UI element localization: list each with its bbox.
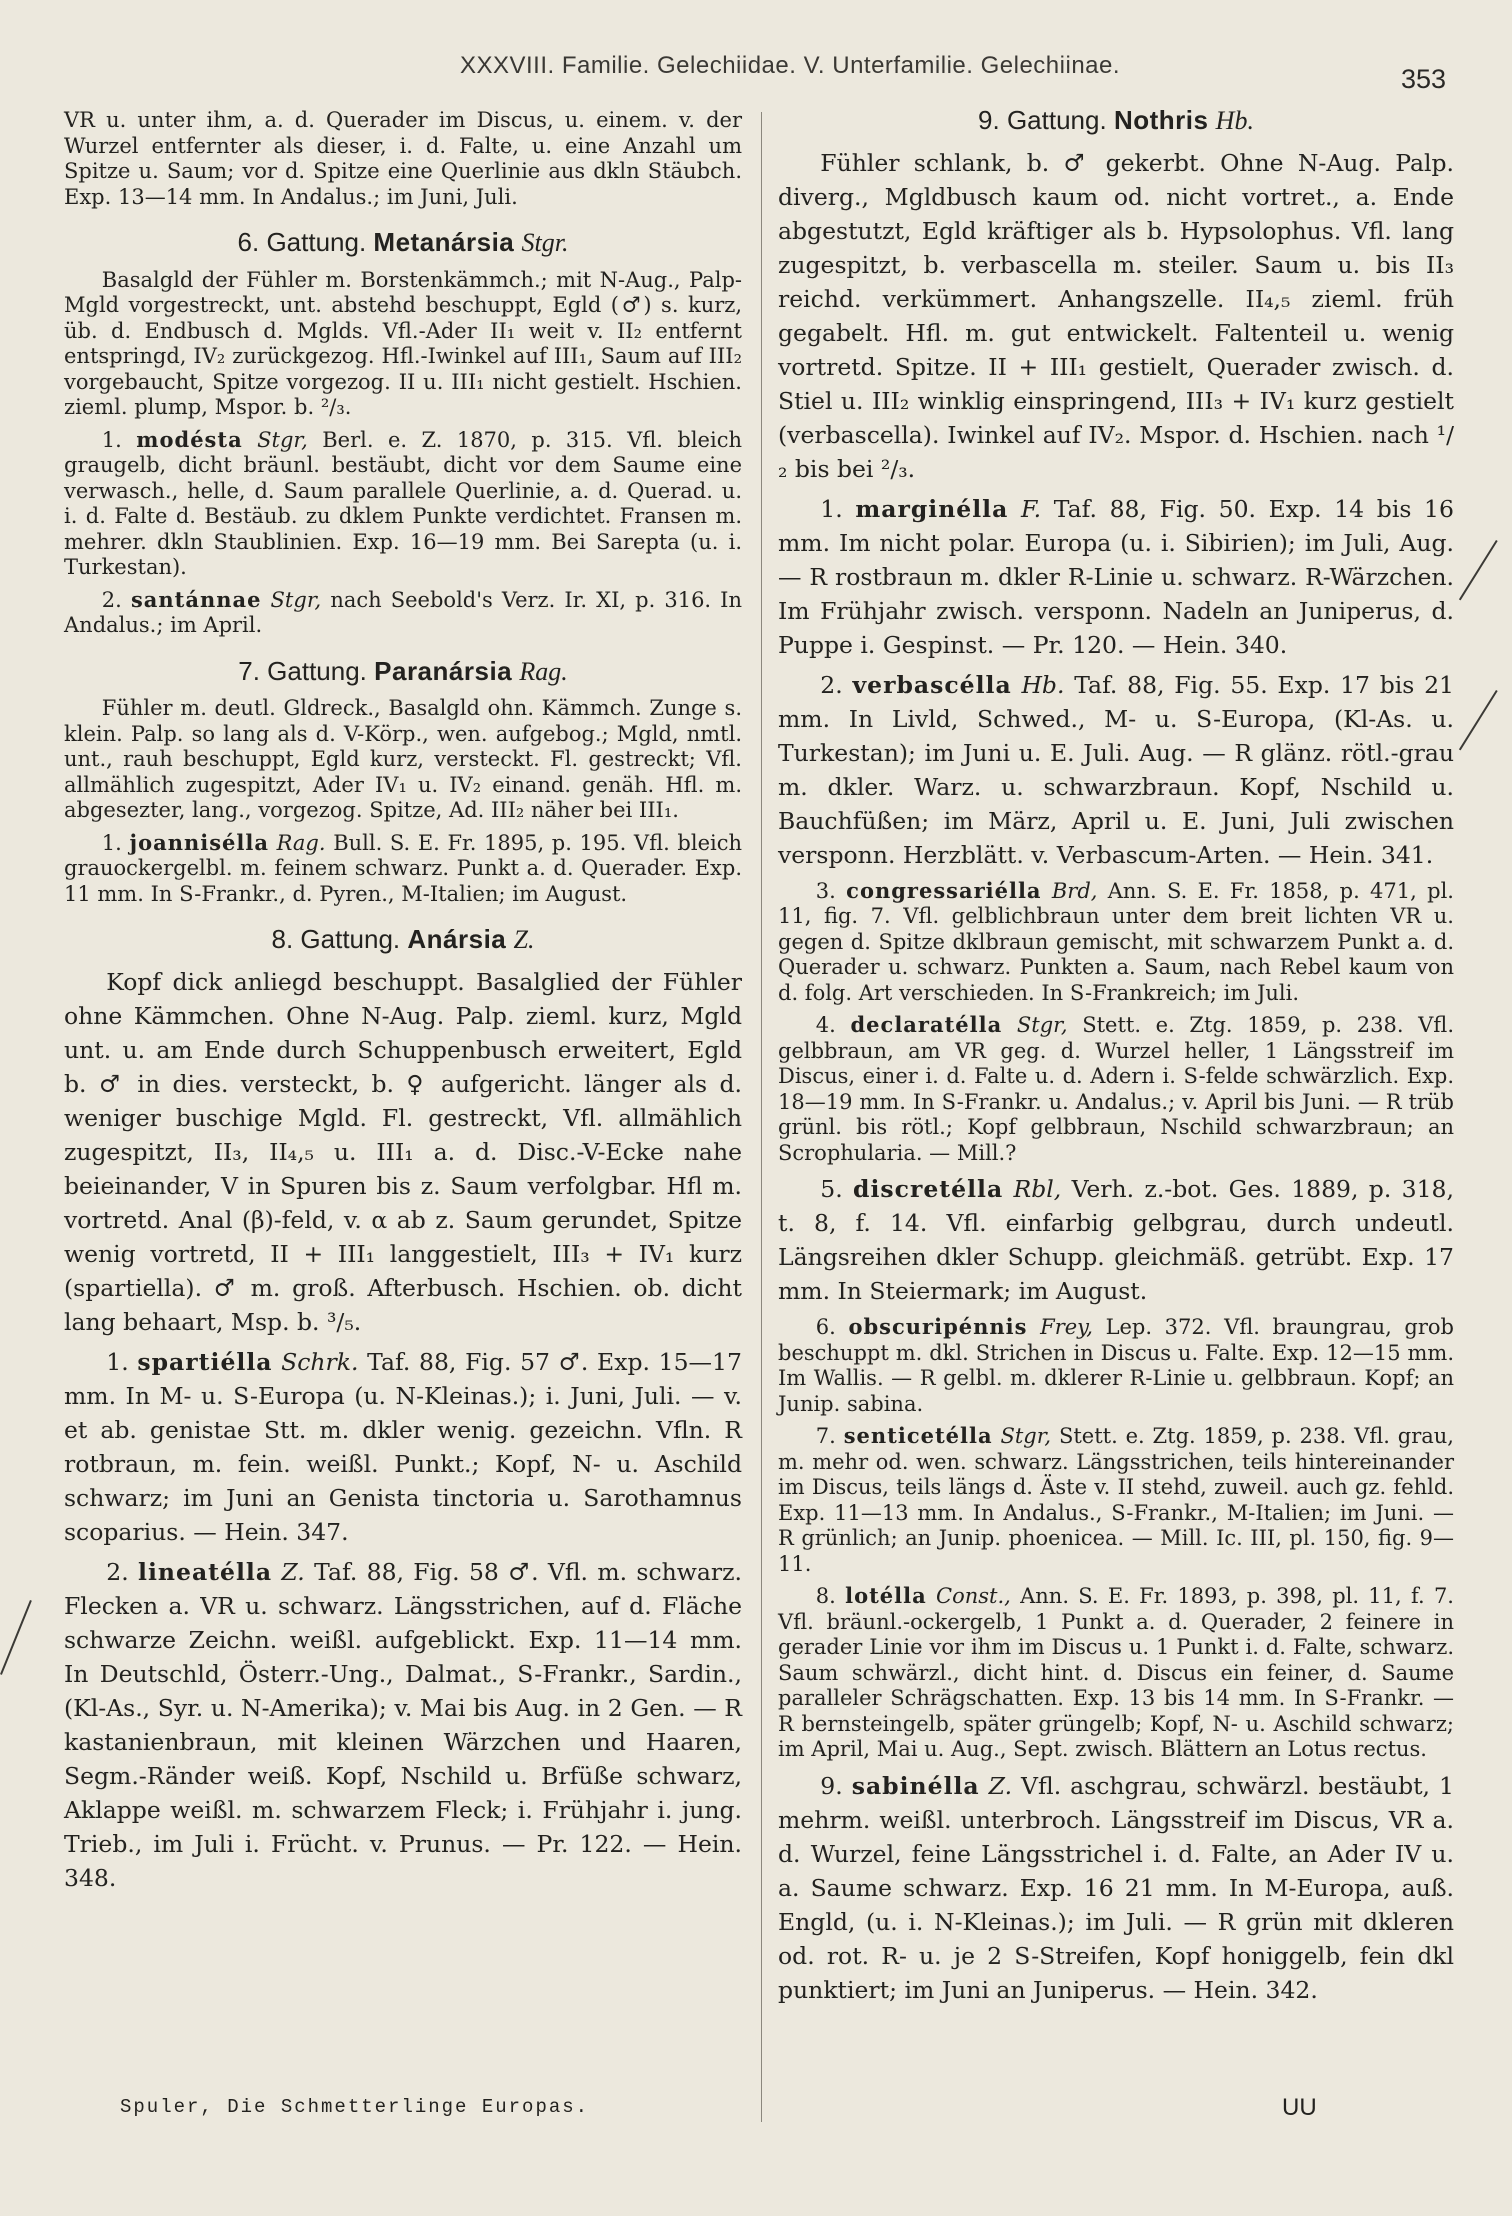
species-entry <box>778 668 1454 872</box>
species-text: Ann. S. E. Fr. 1893, p. 398, pl. 11, f. 7. Vfl. bräunl.-ockergelb, 1 Punkt a. d. Querader, 2 feinere in gerader Linie vor ihm im Discus u. 1 Punkt i. d. Falte, schwarz. Saum schwärzl., dicht hint. d. Discus ein feiner, d. Saume paralleler Schrägschatten. Exp. 13 bis 14 mm. In S-Frankr. — R bernsteingelb, später grüngelb; Kopf, N- u. Aschild schwarz; im April, Mai u. Aug., Sept. zwisch. Blättern an Lotus rectus. <box>778 1584 1454 1761</box>
genus-description: Fühler m. deutl. Gldreck., Basalgld ohn. Kämmch. Zunge s. klein. Palp. so lang als d. V-Körp., wen. aufgebog.; Mgld, nmtl. unt., rauh beschuppt, Egld kurz, versteckt. Fl. gestreckt; Vfl. allmählich zugespitzt, Ader IV₁ u. IV₂ einand. genäh. Hfl. m. abgesezter, lang., vorgezog. Spitze, Ad. III₂ näher bei III₁. <box>64 696 742 822</box>
species-entry <box>778 878 1454 1007</box>
species-number: 6. <box>815 1315 836 1339</box>
species-number: 2. <box>820 670 843 699</box>
species-entry <box>778 1012 1454 1166</box>
species-entry <box>778 492 1454 662</box>
signature-mark: UU <box>1282 2094 1317 2121</box>
species-author: Hb. <box>1021 670 1065 699</box>
species-author: Frey, <box>1040 1315 1093 1339</box>
genus-name: Metanársia <box>373 227 515 257</box>
species-name: spartiélla <box>137 1347 273 1376</box>
species-number: 7. <box>815 1424 836 1448</box>
species-entry <box>778 1769 1454 2007</box>
species-name: declaratélla <box>850 1012 1003 1037</box>
genus-name: Paranársia <box>374 655 513 686</box>
species-entry <box>778 1314 1454 1417</box>
species-author: Brd, <box>1051 878 1098 903</box>
species-number: 1. <box>820 494 843 523</box>
species-text: Taf. 88, Fig. 55. Exp. 17 bis 21 mm. In Livld, Schwed., M- u. S-Europa, (Kl-As. u. Turkestan); im Juni u. E. Juli. Aug. — R glänz. rötl.-grau m. dkler. Warz. u. schwarzbraun. Kopf, Nschild u. Bauchfüßen; im März, April u. E. Juni, Juli zwischen versponn. Herzblätt. v. Verbascum-Arten. — Hein. 341. <box>778 670 1454 869</box>
genus-author: Hb. <box>1215 106 1254 135</box>
right-column <box>778 105 1454 2007</box>
species-entry <box>778 1172 1454 1308</box>
left-column <box>64 108 742 1895</box>
genus-description: Basalgld der Fühler m. Borstenkämmch.; mit N-Aug., Palp-Mgld vorgestreckt, unt. abstehd beschuppt, Egld (♂) s. kurz, üb. d. Endbusch d. Mglds. Vfl.-Ader II₁ weit v. II₂ entfernt entspringd, IV₂ zurückgezog. Hfl.-Iwinkel auf III₁, Saum auf III₂ vorgebaucht, Spitze vorgezog. II u. III₁ nicht gestielt. Hschien. zieml. plump, Mspor. b. ²/₃. <box>64 267 742 419</box>
species-author: Const., <box>936 1584 1011 1608</box>
species-name: senticetélla <box>843 1423 993 1448</box>
species-text: Taf. 88, Fig. 57 ♂. Exp. 15—17 mm. In M- u. S-Europa (u. N-Kleinas.); i. Juni, Juli. — v. et ab. genistae Stt. m. dkler wenig. gezeichn. Vfln. R rotbraun, m. fein. weißl. Punkt.; Kopf, N- u. Aschild schwarz; im Juni an Genista tinctoria u. Sarothamnus scoparius. — Hein. 347. <box>64 1347 742 1546</box>
species-author: Z. <box>281 1557 305 1586</box>
species-entry: 1. modésta Stgr, Berl. e. Z. 1870, p. 315. Vfl. bleich graugelb, dicht bräunl. bestäubt, dicht vor dem Saume eine verwasch., helle, d. Saum parallele Querlinie, a. d. Querad. u. i. d. Falte d. Bestäub. zu dklem Punkte verdichtet. Fransen m. mehrer. dkln Staublinien. Exp. 16—19 mm. Bei Sarepta (u. i. Turkestan). <box>64 426 742 579</box>
species-entry: 2. santánnae Stgr, nach Seebold's Verz. Ir. XI, p. 316. In Andalus.; im April. <box>64 586 743 637</box>
species-list <box>778 492 1454 2007</box>
species-number: 4. <box>815 1013 836 1037</box>
species-name: joannisélla <box>129 829 269 855</box>
species-author: Rbl, <box>1013 1175 1062 1203</box>
species-entry <box>778 1423 1454 1577</box>
species-name: obscuripénnis <box>848 1314 1028 1339</box>
species-author: Rag. <box>276 830 326 855</box>
species-number: 8. <box>815 1584 836 1608</box>
genus-description: Fühler schlank, b. ♂ gekerbt. Ohne N-Aug. Palp. diverg., Mgldbusch kaum od. nicht vortret., a. Ende abgestutzt, Egld kräftiger als b. Hypsolophus. Vfl. lang zugespitzt, b. verbascella m. steiler. Saum u. bis II₃ reichd. verkümmert. Anhangszelle. II₄,₅ zieml. früh gegabelt. Hfl. m. gut entwickelt. Faltenteil u. wenig vortretd. Spitze. II + III₁ gestielt, Querader zwisch. d. Stiel u. III₂ winklig einspringend, III₃ + IV₁ kurz gestielt (verbascella). Iwinkel auf IV₂. Mspor. d. Hschien. nach ¹/₂ bis bei ²/₃. <box>778 148 1454 483</box>
species-text: nach Seebold's Verz. Ir. XI, p. 316. In Andalus.; im April. <box>64 587 743 637</box>
species-name: santánnae <box>130 586 262 612</box>
species-entry <box>778 1583 1454 1763</box>
species-text: Berl. e. Z. 1870, p. 315. Vfl. bleich graugelb, dicht bräunl. bestäubt, dicht vor dem Saume eine verwasch., helle, d. Saum parallele Querlinie, a. d. Querad. u. i. d. Falte d. Bestäub. zu dklem Punkte verdichtet. Fransen m. mehrer. dkln Staublinien. Exp. 16—19 mm. Bei Sarepta (u. i. Turkestan). <box>64 427 742 579</box>
species-entry: 1. joannisélla Rag. Bull. S. E. Fr. 1895, p. 195. Vfl. bleich grauockergelbl. m. feinem schwarz. Punkt a. d. Querader. Exp. 11 mm. In S-Frankr., d. Pyren., M-Italien; im August. <box>64 829 742 906</box>
species-name: lotélla <box>845 1583 927 1608</box>
continued-text: VR u. unter ihm, a. d. Querader im Discus, u. einem. v. der Wurzel entfernter als dieser, i. d. Falte, u. eine Anzahl um Spitze u. Saum; vor d. Spitze eine Querlinie aus dkln Stäubch. Exp. 13—14 mm. In Andalus.; im Juni, Juli. <box>64 108 742 209</box>
species-text: Vfl. aschgrau, schwärzl. bestäubt, 1 mehrm. weißl. unterbroch. Längsstreif im Discus, VR a. d. Wurzel, feine Längsstrichel i. d. Falte, an Ader IV u. a. Saume schwarz. Exp. 16 21 mm. In M-Europa, auß. Engld, (u. i. N-Kleinas.); im Juli. — R grün mit dkleren od. rot. R- u. je 2 S-Streifen, Kopf honiggelb, fein dkl punktiert; im Juni an Juniperus. — Hein. 342. <box>778 1771 1454 2004</box>
species-author: Stgr, <box>1000 1424 1052 1448</box>
species-name: marginélla <box>855 494 1009 523</box>
species-entry: 2. lineatélla Z. Taf. 88, Fig. 58 ♂. Vfl. m. schwarz. Flecken a. VR u. schwarz. Längsstrichen, auf d. Fläche schwarze Zeichn. weißl. aufgeblickt. Exp. 11—14 mm. In Deutschld, Österr.-Ung., Dalmat., S-Frankr., Sardin., (Kl-As., Syr. u. N-Amerika); v. Mai bis Aug. in 2 Gen. — R kastanienbraun, mit kleinen Wärzchen und Haaren, Segm.-Ränder weiß. Kopf, Nschild u. Brfüße schwarz, Aklappe weißl. m. schwarzem Fleck; i. Frühjahr i. jung. Trieb., im Juli i. Frücht. v. Prunus. — Pr. 122. — Hein. 348. <box>64 1557 742 1892</box>
species-author: F. <box>1020 494 1042 523</box>
species-author: Z. <box>988 1771 1013 1800</box>
genus-heading-6: 6. Gattung. Metanársia Stgr. <box>237 227 569 257</box>
species-name: verbascélla <box>852 670 1012 699</box>
species-author: Stgr, <box>257 427 308 452</box>
genus-heading-9: 9. Gattung. Nothris Hb. <box>978 105 1254 135</box>
page-number: 353 <box>1400 64 1446 94</box>
species-name: sabinélla <box>851 1771 980 1800</box>
footer-book-title: Spuler, Die Schmetterlinge Europas. <box>120 2096 590 2118</box>
genus-name: Anársia <box>407 924 507 954</box>
species-text: Verh. z.-bot. Ges. 1889, p. 318, t. 8, f. 14. Vfl. einfarbig gelbgrau, durch undeutl. Längsreihen dkler Schupp. gleichmäß. getrübt. Exp. 17 mm. In Steiermark; im August. <box>778 1175 1454 1305</box>
genus-author: Stgr. <box>521 228 569 257</box>
species-text: Stett. e. Ztg. 1859, p. 238. Vfl. grau, m. mehr od. wen. schwarz. Längsstrichen, teils hintereinander im Discus, teils längs d. Äste v. II stehd, zuweil. auch gz. fehld. Exp. 11—13 mm. In Andalus., S-Frankr., M-Italien; im Juni. — R grünlich; an Junip. phoenicea. — Mill. Ic. III, pl. 150, fig. 9—11. <box>778 1424 1454 1576</box>
species-text: Ann. S. E. Fr. 1858, p. 471, pl. 11, fig. 7. Vfl. gelblichbraun unter dem breit lichten VR u. gegen d. Spitze dklbraun gemischt, mit schwarzem Punkt a. d. Querader u. schwarz. Punkten a. Saum, nach Rebel kaum von d. folg. Art verschieden. In S-Frankreich; im Juli. <box>778 878 1454 1005</box>
genus-heading-8: 8. Gattung. Anársia Z. <box>271 924 535 954</box>
species-number: 5. <box>820 1175 843 1203</box>
genus-description: Kopf dick anliegd beschuppt. Basalglied der Fühler ohne Kämmchen. Ohne N-Aug. Palp. zieml. kurz, Mgld unt. u. am Ende durch Schuppenbusch erweitert, Egld b. ♂ in dies. versteckt, b. ♀ aufgericht. länger als d. weniger buschige Mgld. Fl. gestreckt, Vfl. allmählich zugespitzt, II₃, II₄,₅ u. III₁ a. d. Disc.-V-Ecke nahe beieinander, V in Spuren bis z. Saum verfolgbar. Hfl m. vortretd. Anal (β)-feld, v. α ab z. Saum gerundet, Spitze wenig vortretd, II + III₁ langgestielt, III₃ + IV₁ kurz (spartiella). ♂ m. groß. Afterbusch. Hschien. ob. dicht lang behaart, Msp. b. ³/₅. <box>64 967 742 1336</box>
species-text: Lep. 372. Vfl. braungrau, grob beschuppt m. dkl. Strichen in Discus u. Falte. Exp. 12—15 mm. Im Wallis. — R gelbl. m. dklerer R-Linie u. gelbbraun. Kopf; an Junip. sabina. <box>778 1315 1454 1416</box>
species-text: Taf. 88, Fig. 50. Exp. 14 bis 16 mm. Im nicht polar. Europa (u. i. Sibirien); im Juli, Aug. — R rostbraun m. dkler R-Linie u. schwarz. R-Wärzchen. Im Frühjahr zwisch. versponn. Nadeln an Juniperus, d. Puppe i. Gespinst. — Pr. 120. — Hein. 340. <box>778 494 1454 659</box>
species-author: Stgr, <box>1016 1013 1068 1037</box>
pencil-mark <box>0 1600 32 1675</box>
species-number: 3. <box>815 878 836 903</box>
species-name: discretélla <box>853 1175 1004 1203</box>
species-number: 9. <box>820 1771 843 1800</box>
genus-name: Nothris <box>1113 105 1209 135</box>
running-header: XXXVIII. Familie. Gelechiidae. V. Unterfamilie. Gelechiinae. <box>459 52 1121 79</box>
species-text: Stett. e. Ztg. 1859, p. 238. Vfl. gelbbraun, am VR geg. d. Wurzel heller, 1 Längsstreif im Discus, einer i. d. Falte u. d. Adern i. S-felde schwärzlich. Exp. 18—19 mm. In S-Frankr. u. Andalus.; v. April bis Juni. — R trüb grünl. bis rötl.; Kopf gelbbraun, Nschild schwarzbraun; an Scrophularia. — Mill.? <box>778 1013 1454 1165</box>
species-text: Bull. S. E. Fr. 1895, p. 195. Vfl. bleich grauockergelbl. m. feinem schwarz. Punkt a. d. Querader. Exp. 11 mm. In S-Frankr., d. Pyren., M-Italien; im August. <box>64 830 742 906</box>
genus-heading-7: 7. Gattung. Paranársia Rag. <box>238 655 568 686</box>
species-name: congressariélla <box>846 877 1042 903</box>
genus-author: Z. <box>513 925 535 954</box>
species-entry: 1. spartiélla Schrk. Taf. 88, Fig. 57 ♂. Exp. 15—17 mm. In M- u. S-Europa (u. N-Kleinas.); i. Juni, Juli. — v. et ab. genistae Stt. m. dkler wenig. gezeichn. Vfln. R rotbraun, m. fein. weißl. Punkt.; Kopf, N- u. Aschild schwarz; im Juni an Genista tinctoria u. Sarothamnus scoparius. — Hein. 347. <box>64 1347 742 1546</box>
species-author: Stgr, <box>270 587 322 612</box>
species-text: Taf. 88, Fig. 58 ♂. Vfl. m. schwarz. Flecken a. VR u. schwarz. Längsstrichen, auf d. Fläche schwarze Zeichn. weißl. aufgeblickt. Exp. 11—14 mm. In Deutschld, Österr.-Ung., Dalmat., S-Frankr., Sardin., (Kl-As., Syr. u. N-Amerika); v. Mai bis Aug. in 2 Gen. — R kastanienbraun, mit kleinen Wärzchen und Haaren, Segm.-Ränder weiß. Kopf, Nschild u. Brfüße schwarz, Aklappe weißl. m. schwarzem Fleck; i. Frühjahr i. jung. Trieb., im Juli i. Frücht. v. Prunus. — Pr. 122. — Hein. 348. <box>64 1557 742 1892</box>
species-author: Schrk. <box>281 1347 359 1376</box>
pencil-mark <box>1459 690 1498 750</box>
species-name: modésta <box>136 426 243 452</box>
column-divider <box>761 112 762 2122</box>
species-name: lineatélla <box>138 1557 273 1586</box>
genus-author: Rag. <box>519 656 568 686</box>
pencil-mark <box>1459 540 1498 600</box>
